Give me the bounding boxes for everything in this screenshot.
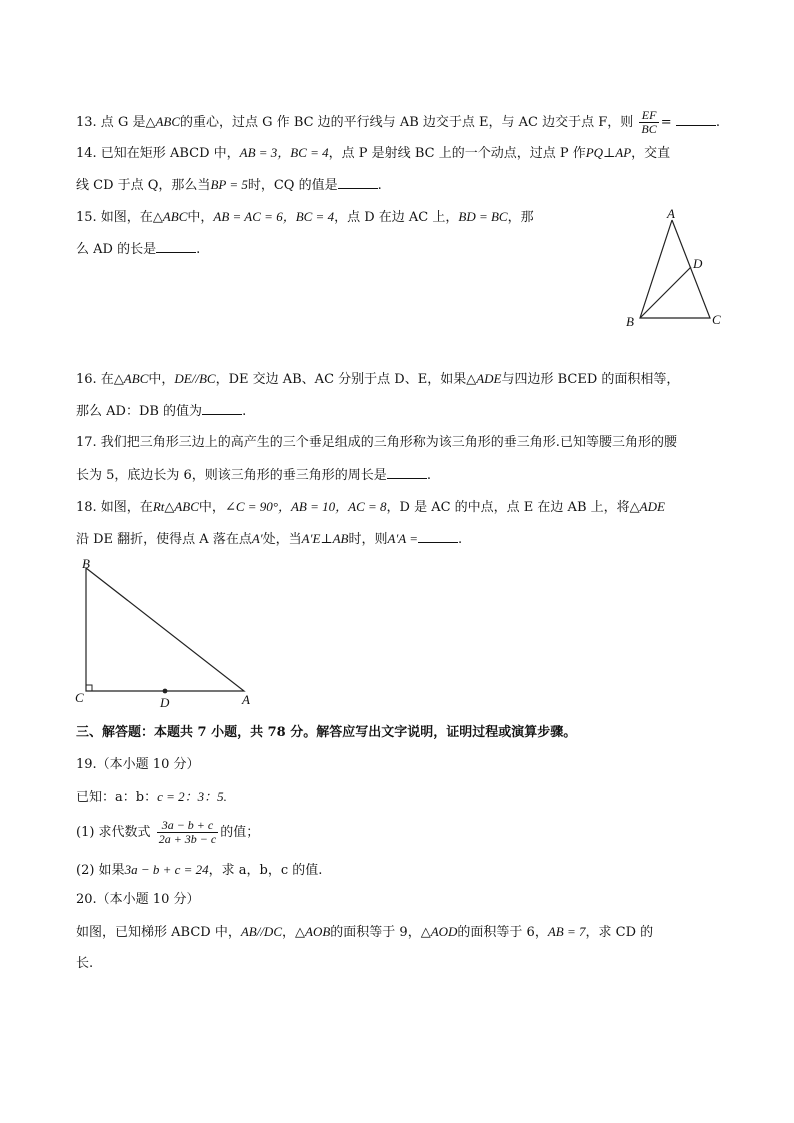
question-20-line2: 长. bbox=[76, 956, 94, 971]
q19-p2-tail: ，求 a，b，c 的值. bbox=[208, 863, 323, 878]
question-19-title: 19.（本小题 10 分） bbox=[76, 757, 200, 772]
q17-text-2: 长为 5，底边长为 6，则该三角形的垂三角形的周长是 bbox=[76, 468, 387, 483]
q17-text-1: 17. 我们把三角形三边上的高产生的三个垂足组成的三角形称为该三角形的垂三角形.已知等腰三角形的腰 bbox=[76, 435, 677, 450]
question-16-line2: 那么 AD：DB 的值为 . bbox=[76, 404, 247, 419]
q14-text-a: 14. 已知在矩形 ABCD 中， bbox=[76, 146, 240, 161]
q14-text-c: ，点 P 是射线 BC 上的一个动点，过点 P 作 bbox=[328, 146, 586, 161]
question-14-line1 bbox=[76, 144, 670, 163]
q15-text-g: ，那 bbox=[507, 210, 534, 225]
question-20-title: 20.（本小题 10 分） bbox=[76, 892, 200, 907]
q16-text-a: 16. 在 bbox=[76, 372, 114, 387]
q16-math-b: △ABC bbox=[113, 371, 149, 386]
q18-label-a: A bbox=[242, 692, 250, 707]
q13-triangle: △ABC bbox=[145, 114, 181, 129]
q20-math-b: AB//DC bbox=[240, 924, 282, 939]
q15-triangle-figure bbox=[620, 206, 730, 332]
q15-text-e: ，点 D 在边 AC 上， bbox=[334, 210, 459, 225]
q18-text-2a: 沿 DE 翻折，使得点 A 落在点 bbox=[76, 532, 252, 547]
q15-segment-bd bbox=[640, 267, 691, 318]
q18-right-triangle-figure bbox=[72, 556, 262, 714]
q19-p1-num: 3a − b + c bbox=[157, 819, 219, 833]
question-15-line1 bbox=[76, 208, 534, 227]
q14-text-2c: 时，CQ 的值是 bbox=[247, 178, 338, 193]
q18-label-d: D bbox=[160, 695, 170, 710]
q15-math-d: AB = AC = 6，BC = 4 bbox=[213, 209, 335, 224]
q15-label-d: D bbox=[693, 256, 703, 271]
question-18-line1 bbox=[76, 498, 665, 517]
q19-p2-math: 3a − b + c = 24 bbox=[124, 862, 209, 877]
q18-triangle-outline bbox=[86, 568, 244, 691]
section-3-heading: 三、解答题：本题共 7 小题，共 78 分。解答应写出文字说明，证明过程或演算步骤。 bbox=[76, 725, 577, 740]
q20-text-c: ， bbox=[282, 925, 296, 940]
q13-frac-num: EF bbox=[639, 109, 658, 123]
q18-point-d bbox=[163, 689, 168, 694]
q15-label-a: A bbox=[667, 206, 675, 221]
q18-text-2c: 处，当 bbox=[262, 532, 302, 547]
q18-math-b: Rt△ABC bbox=[152, 499, 199, 514]
question-16-line1 bbox=[76, 370, 679, 389]
q17-answer-blank bbox=[387, 466, 427, 479]
q13-frac-den: BC bbox=[641, 122, 657, 136]
q20-math-d: △AOB bbox=[295, 924, 331, 939]
q18-math-f: △ADE bbox=[629, 499, 665, 514]
q15-label-b: B bbox=[626, 314, 634, 329]
question-14-line2: 线 CD 于点 Q，那么当BP = 5时，CQ 的值是 . bbox=[76, 177, 382, 193]
q16-text-e: ，DE 交边 AB、AC 分别于点 D、E，如果 bbox=[215, 372, 467, 387]
q13-mid: 的重心，过点 G 作 BC 边的平行线与 AB 边交于点 E，与 AC 边交于点 F，则 bbox=[180, 115, 634, 130]
q18-label-b: B bbox=[82, 556, 90, 571]
q18-right-angle-mark bbox=[86, 685, 92, 691]
q18-math-2d: A′E⊥AB bbox=[301, 531, 349, 546]
q19-p2-text: (2) 如果 bbox=[76, 863, 125, 878]
q19-p1-den: 2a + 3b − c bbox=[158, 832, 217, 846]
q20-text-g: 的面积等于 6， bbox=[457, 925, 548, 940]
q20-text-i: ，求 CD 的 bbox=[585, 925, 654, 940]
q13-text: 13. 点 G 是 bbox=[76, 115, 146, 130]
q19-p1-text: (1) 求代数式 bbox=[76, 825, 151, 840]
q18-label-c: C bbox=[75, 690, 84, 705]
question-20-line1 bbox=[76, 923, 653, 942]
q16-math-f: △ADE bbox=[466, 371, 502, 386]
q15-label-c: C bbox=[712, 312, 721, 327]
q15-math-f: BD = BC bbox=[458, 209, 508, 224]
q15-text-a: 15. 如图，在 bbox=[76, 210, 153, 225]
question-19-part1 bbox=[76, 818, 259, 848]
q16-text-g: 与四边形 BCED 的面积相等， bbox=[501, 372, 680, 387]
q15-text-2: 么 AD 的长是 bbox=[76, 242, 157, 257]
q14-math-d: PQ⊥AP bbox=[585, 145, 632, 160]
q18-text-a: 18. 如图，在 bbox=[76, 500, 153, 515]
question-18-line2: 沿 DE 翻折，使得点 A 落在点A′处，当A′E⊥AB时，则A′A = . bbox=[76, 531, 463, 547]
q18-math-d: ∠C = 90°，AB = 10，AC = 8 bbox=[224, 499, 387, 514]
q16-math-d: DE//BC bbox=[174, 371, 216, 386]
q13-answer-blank bbox=[676, 113, 716, 126]
q14-math-2b: BP = 5 bbox=[210, 177, 248, 192]
q16-text-2: 那么 AD：DB 的值为 bbox=[76, 404, 203, 419]
q19-given-b: c = 2：3：5. bbox=[157, 789, 227, 804]
q18-text-2e: 时，则 bbox=[348, 532, 388, 547]
q19-p1-fraction bbox=[157, 819, 219, 846]
question-19-part2 bbox=[76, 861, 322, 880]
q16-text-c: 中， bbox=[148, 372, 175, 387]
q16-answer-blank bbox=[202, 402, 242, 415]
q19-p1-tail: 的值； bbox=[220, 825, 260, 840]
q20-math-f: △AOD bbox=[420, 924, 458, 939]
q18-math-2b: A′ bbox=[251, 531, 263, 546]
q14-text-e: ，交直 bbox=[631, 146, 671, 161]
q13-fraction bbox=[639, 109, 658, 136]
q20-math-h: AB = 7 bbox=[547, 924, 586, 939]
q20-text-e: 的面积等于 9， bbox=[330, 925, 421, 940]
q15-text-c: 中， bbox=[187, 210, 214, 225]
q13-tail: = bbox=[660, 115, 672, 130]
q15-answer-blank bbox=[156, 240, 196, 253]
q18-text-e: ，D 是 AC 的中点，点 E 在边 AB 上，将 bbox=[386, 500, 630, 515]
q18-text-c: 中， bbox=[198, 500, 225, 515]
q14-text-2a: 线 CD 于点 Q，那么当 bbox=[76, 178, 211, 193]
question-19-given bbox=[76, 788, 227, 807]
q14-answer-blank bbox=[338, 176, 378, 189]
q19-given-a: 已知：a：b： bbox=[76, 790, 158, 805]
q20-text-a: 如图，已知梯形 ABCD 中， bbox=[76, 925, 241, 940]
question-13: 13. 点 G 是△ABC的重心，过点 G 作 BC 边的平行线与 AB 边交于点 E，与 AC 边交于点 F，则 $\frac{EF}{BC}$ = . bbox=[76, 108, 720, 136]
q15-math-b: △ABC bbox=[152, 209, 188, 224]
question-17-line2: 长为 5，底边长为 6，则该三角形的垂三角形的周长是 . bbox=[76, 468, 431, 483]
question-15-line2: 么 AD 的长是 . bbox=[76, 242, 201, 257]
q18-math-2f: A′A = bbox=[387, 531, 419, 546]
question-17-line1 bbox=[76, 434, 677, 452]
q18-answer-blank bbox=[418, 530, 458, 543]
q14-math-b: AB = 3，BC = 4 bbox=[239, 145, 329, 160]
